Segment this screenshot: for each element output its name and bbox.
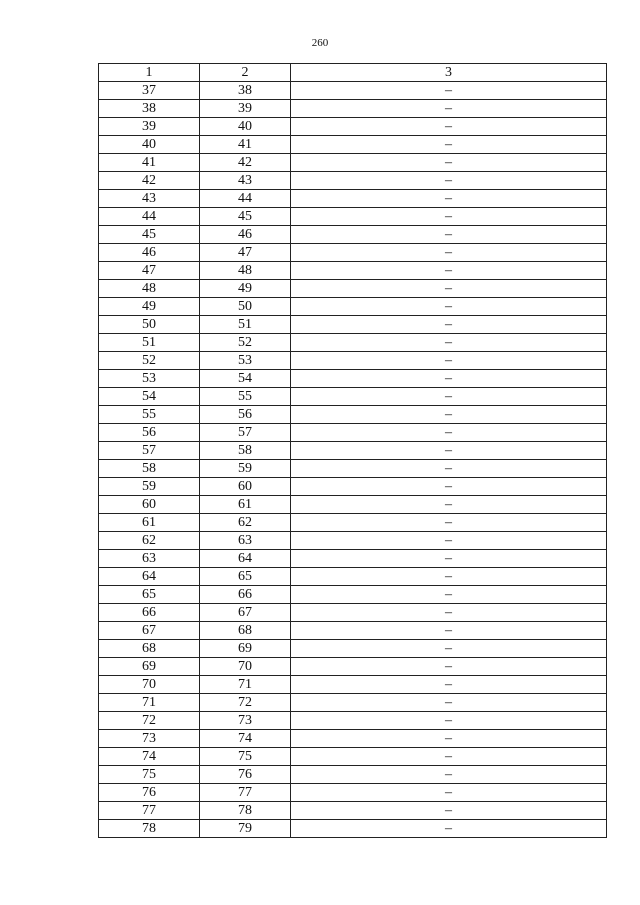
- table-row: [99, 568, 607, 586]
- table-cell: –: [291, 244, 607, 262]
- table-cell: –: [291, 730, 607, 748]
- table-cell: 77: [99, 802, 200, 820]
- table-row: [99, 262, 607, 280]
- table-cell: –: [291, 784, 607, 802]
- table-cell: –: [291, 604, 607, 622]
- table-cell: –: [291, 694, 607, 712]
- table-cell: –: [291, 622, 607, 640]
- table-cell: –: [291, 802, 607, 820]
- table-cell: 73: [200, 712, 291, 730]
- table-cell: 51: [200, 316, 291, 334]
- table-cell: 42: [99, 172, 200, 190]
- table-row: [99, 442, 607, 460]
- table-row: [99, 730, 607, 748]
- table-row: [99, 496, 607, 514]
- table-row: [99, 172, 607, 190]
- table-cell: 51: [99, 334, 200, 352]
- table-cell: 37: [99, 82, 200, 100]
- table-cell: –: [291, 334, 607, 352]
- table-cell: –: [291, 406, 607, 424]
- table-cell: 53: [200, 352, 291, 370]
- table-row: [99, 388, 607, 406]
- table-cell: –: [291, 280, 607, 298]
- table-row: [99, 370, 607, 388]
- table-cell: –: [291, 550, 607, 568]
- table-cell: –: [291, 460, 607, 478]
- table-cell: 64: [99, 568, 200, 586]
- table-cell: 50: [99, 316, 200, 334]
- table-cell: 77: [200, 784, 291, 802]
- table-cell: –: [291, 136, 607, 154]
- table-cell: 58: [200, 442, 291, 460]
- table-cell: –: [291, 190, 607, 208]
- table-cell: 49: [99, 298, 200, 316]
- table-cell: 41: [99, 154, 200, 172]
- table-cell: 58: [99, 460, 200, 478]
- column-header: 3: [291, 64, 607, 82]
- table-cell: 43: [200, 172, 291, 190]
- table-body: [99, 82, 607, 838]
- table-cell: 47: [200, 244, 291, 262]
- table-cell: 54: [99, 388, 200, 406]
- table-row: [99, 784, 607, 802]
- table-cell: 67: [99, 622, 200, 640]
- table-cell: 66: [99, 604, 200, 622]
- table-row: [99, 334, 607, 352]
- table-cell: –: [291, 514, 607, 532]
- table-cell: 76: [99, 784, 200, 802]
- table-cell: 62: [99, 532, 200, 550]
- table-row: [99, 514, 607, 532]
- table-cell: 41: [200, 136, 291, 154]
- table-cell: –: [291, 748, 607, 766]
- table-cell: 39: [200, 100, 291, 118]
- table-cell: –: [291, 262, 607, 280]
- table-cell: –: [291, 298, 607, 316]
- table-row: [99, 550, 607, 568]
- table-cell: 68: [200, 622, 291, 640]
- table-cell: 61: [200, 496, 291, 514]
- table-row: [99, 136, 607, 154]
- page-number: 260: [311, 37, 329, 49]
- table-row: [99, 226, 607, 244]
- table-row: [99, 586, 607, 604]
- table-cell: 70: [99, 676, 200, 694]
- table-row: [99, 154, 607, 172]
- table-cell: 72: [200, 694, 291, 712]
- table-cell: –: [291, 226, 607, 244]
- table-cell: 70: [200, 658, 291, 676]
- table-cell: –: [291, 424, 607, 442]
- table-cell: 63: [200, 532, 291, 550]
- table-cell: 40: [99, 136, 200, 154]
- table-row: [99, 316, 607, 334]
- table-row: [99, 604, 607, 622]
- table-cell: 48: [200, 262, 291, 280]
- table-cell: 74: [99, 748, 200, 766]
- table-row: [99, 712, 607, 730]
- table-cell: 75: [99, 766, 200, 784]
- table-cell: 38: [99, 100, 200, 118]
- table-cell: 60: [99, 496, 200, 514]
- table-cell: 78: [99, 820, 200, 838]
- table-cell: 64: [200, 550, 291, 568]
- table-row: [99, 622, 607, 640]
- table-cell: –: [291, 820, 607, 838]
- table-cell: 52: [99, 352, 200, 370]
- table-cell: –: [291, 100, 607, 118]
- table-cell: 43: [99, 190, 200, 208]
- table-cell: –: [291, 640, 607, 658]
- table-cell: 71: [99, 694, 200, 712]
- table-cell: –: [291, 154, 607, 172]
- table-cell: –: [291, 658, 607, 676]
- table-row: [99, 802, 607, 820]
- table-cell: 72: [99, 712, 200, 730]
- table-cell: 65: [200, 568, 291, 586]
- table-cell: 78: [200, 802, 291, 820]
- table-cell: 59: [99, 478, 200, 496]
- table-cell: 53: [99, 370, 200, 388]
- table-cell: 38: [200, 82, 291, 100]
- table-cell: 71: [200, 676, 291, 694]
- table-cell: 66: [200, 586, 291, 604]
- table-cell: 45: [99, 226, 200, 244]
- table-cell: 44: [200, 190, 291, 208]
- column-header: 2: [200, 64, 291, 82]
- table-cell: 46: [200, 226, 291, 244]
- table-cell: 65: [99, 586, 200, 604]
- table-cell: 67: [200, 604, 291, 622]
- table-cell: 49: [200, 280, 291, 298]
- table-cell: 63: [99, 550, 200, 568]
- table-cell: 75: [200, 748, 291, 766]
- table-cell: –: [291, 172, 607, 190]
- table-row: [99, 820, 607, 838]
- table-row: [99, 658, 607, 676]
- table-cell: –: [291, 478, 607, 496]
- table-row: [99, 298, 607, 316]
- table-cell: –: [291, 118, 607, 136]
- table-cell: 47: [99, 262, 200, 280]
- table-cell: 74: [200, 730, 291, 748]
- table-cell: 76: [200, 766, 291, 784]
- data-table: [98, 63, 607, 838]
- table-cell: 62: [200, 514, 291, 532]
- table-row: [99, 532, 607, 550]
- table-cell: –: [291, 370, 607, 388]
- table-row: [99, 280, 607, 298]
- table-row: [99, 424, 607, 442]
- table-cell: 54: [200, 370, 291, 388]
- table-row: [99, 118, 607, 136]
- table-cell: 48: [99, 280, 200, 298]
- table-cell: 57: [200, 424, 291, 442]
- table-row: [99, 766, 607, 784]
- table-cell: 69: [99, 658, 200, 676]
- table-cell: 56: [99, 424, 200, 442]
- table-cell: 39: [99, 118, 200, 136]
- table-row: [99, 694, 607, 712]
- table-cell: –: [291, 82, 607, 100]
- table-cell: 52: [200, 334, 291, 352]
- table-row: [99, 352, 607, 370]
- table-cell: –: [291, 316, 607, 334]
- table-cell: 79: [200, 820, 291, 838]
- table-cell: 60: [200, 478, 291, 496]
- table-cell: 42: [200, 154, 291, 172]
- table-cell: –: [291, 388, 607, 406]
- table-row: [99, 100, 607, 118]
- table-cell: –: [291, 568, 607, 586]
- table-cell: –: [291, 766, 607, 784]
- table-cell: 55: [99, 406, 200, 424]
- table-row: [99, 676, 607, 694]
- table-cell: –: [291, 586, 607, 604]
- table-cell: –: [291, 442, 607, 460]
- table-cell: 57: [99, 442, 200, 460]
- table-cell: –: [291, 676, 607, 694]
- table-cell: 55: [200, 388, 291, 406]
- table-cell: 73: [99, 730, 200, 748]
- table-row: [99, 460, 607, 478]
- table-header-row: [99, 64, 607, 82]
- table-row: [99, 208, 607, 226]
- table-row: [99, 640, 607, 658]
- table-row: [99, 478, 607, 496]
- table-cell: 40: [200, 118, 291, 136]
- table-cell: 59: [200, 460, 291, 478]
- table-cell: 46: [99, 244, 200, 262]
- table-cell: 50: [200, 298, 291, 316]
- table-row: [99, 244, 607, 262]
- table-cell: 56: [200, 406, 291, 424]
- column-header: 1: [99, 64, 200, 82]
- table-cell: –: [291, 352, 607, 370]
- table-cell: 68: [99, 640, 200, 658]
- table-cell: 61: [99, 514, 200, 532]
- table-cell: 69: [200, 640, 291, 658]
- table-cell: –: [291, 712, 607, 730]
- table-cell: –: [291, 496, 607, 514]
- table-cell: 45: [200, 208, 291, 226]
- table-cell: –: [291, 532, 607, 550]
- table-row: [99, 748, 607, 766]
- table-row: [99, 82, 607, 100]
- table-row: [99, 190, 607, 208]
- table-cell: 44: [99, 208, 200, 226]
- table-row: [99, 406, 607, 424]
- table-cell: –: [291, 208, 607, 226]
